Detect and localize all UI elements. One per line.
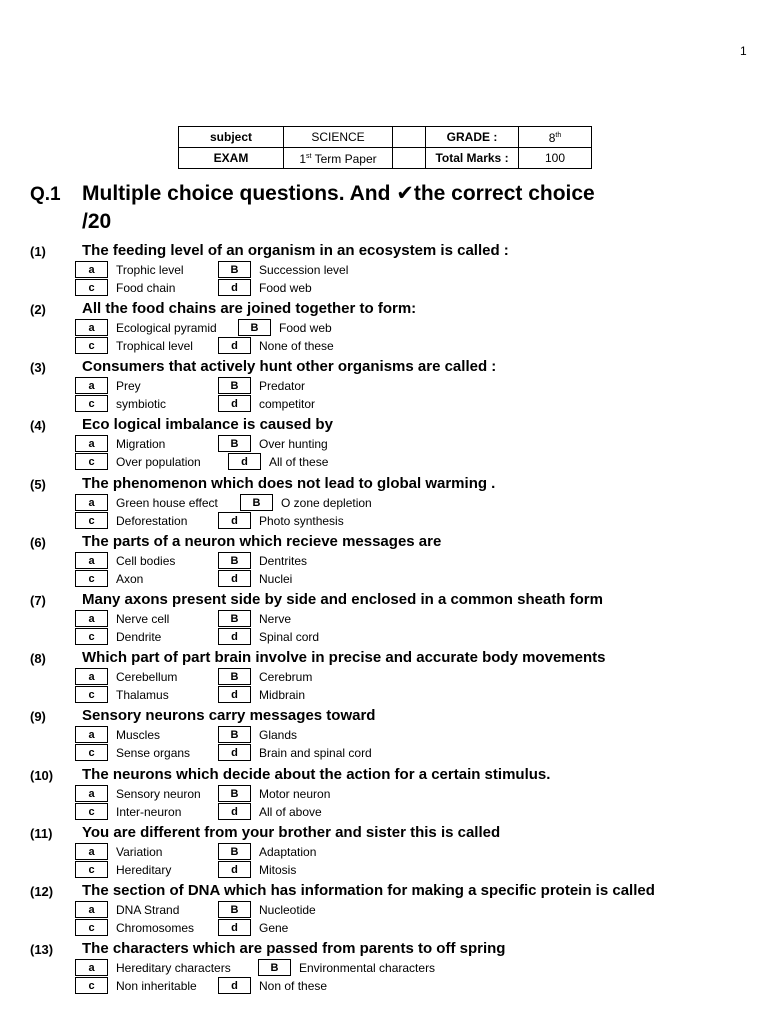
option-checkbox-b[interactable]: B (218, 552, 251, 569)
question-item (0, 651, 768, 709)
option-checkbox-a[interactable]: a (75, 785, 108, 802)
question-number: (7) (30, 593, 46, 608)
option-checkbox-d[interactable]: d (218, 744, 251, 761)
question-item (0, 709, 768, 767)
option-checkbox-c[interactable]: c (75, 570, 108, 587)
option-checkbox-d[interactable]: d (228, 453, 261, 470)
option-checkbox-d[interactable]: d (218, 977, 251, 994)
option-text: Nerve cell (116, 612, 170, 626)
option-checkbox-b[interactable]: B (258, 959, 291, 976)
question-text: The phenomenon which does not lead to global warming . (82, 475, 496, 492)
option-checkbox-b[interactable]: B (218, 377, 251, 394)
option-text: Non of these (259, 979, 328, 993)
question-number: (3) (30, 360, 46, 375)
question-text: Sensory neurons carry messages toward (82, 707, 376, 724)
option-text: None of these (259, 339, 334, 353)
option-checkbox-b[interactable]: B (218, 785, 251, 802)
question-item (0, 418, 768, 476)
option-text: Axon (116, 572, 144, 586)
option-checkbox-d[interactable]: d (218, 395, 251, 412)
option-checkbox-c[interactable]: c (75, 919, 108, 936)
option-text: Food web (279, 321, 332, 335)
option-checkbox-c[interactable]: c (75, 337, 108, 354)
option-text: Trophic level (116, 263, 184, 277)
option-checkbox-a[interactable]: a (75, 959, 108, 976)
question-number: (13) (30, 942, 54, 957)
option-checkbox-d[interactable]: d (218, 686, 251, 703)
option-checkbox-a[interactable]: a (75, 843, 108, 860)
option-checkbox-b[interactable]: B (240, 494, 273, 511)
question-number: (6) (30, 535, 46, 550)
option-text: Mitosis (259, 863, 297, 877)
option-text: Dendrite (116, 630, 162, 644)
option-text: All of above (259, 805, 322, 819)
option-text: Dentrites (259, 554, 308, 568)
question-text: The section of DNA which has information for making a specific protein is called (82, 882, 655, 899)
option-checkbox-b[interactable]: B (218, 726, 251, 743)
option-text: Midbrain (259, 688, 306, 702)
option-text: Environmental characters (299, 961, 436, 975)
option-text: symbiotic (116, 397, 167, 411)
option-text: Motor neuron (259, 787, 331, 801)
option-checkbox-a[interactable]: a (75, 901, 108, 918)
option-checkbox-a[interactable]: a (75, 494, 108, 511)
option-checkbox-b[interactable]: B (218, 435, 251, 452)
option-text: Succession level (259, 263, 349, 277)
option-text: Deforestation (116, 514, 188, 528)
option-checkbox-c[interactable]: c (75, 279, 108, 296)
option-text: Predator (259, 379, 306, 393)
question-text: Which part of part brain involve in precise and accurate body movements (82, 649, 606, 666)
option-text: Food web (259, 281, 312, 295)
option-text: DNA Strand (116, 903, 180, 917)
option-checkbox-d[interactable]: d (218, 512, 251, 529)
exam-value: 1st Term Paper (284, 148, 393, 169)
option-text: Migration (116, 437, 166, 451)
exam-header-table (178, 126, 592, 169)
option-text: Cerebellum (116, 670, 178, 684)
question-item (0, 535, 768, 593)
option-text: competitor (259, 397, 316, 411)
option-text: O zone depletion (281, 496, 372, 510)
option-text: Hereditary characters (116, 961, 231, 975)
option-checkbox-c[interactable]: c (75, 803, 108, 820)
question-item (0, 302, 768, 360)
option-checkbox-c[interactable]: c (75, 977, 108, 994)
empty-cell (393, 148, 426, 169)
option-checkbox-b[interactable]: B (218, 843, 251, 860)
grade-label: GRADE : (426, 127, 519, 148)
question-number: (8) (30, 651, 46, 666)
question-text: All the food chains are joined together to form: (82, 300, 417, 317)
option-text: Trophical level (116, 339, 193, 353)
option-text: Nucleotide (259, 903, 316, 917)
option-text: Non inheritable (116, 979, 197, 993)
option-checkbox-c[interactable]: c (75, 686, 108, 703)
option-text: Chromosomes (116, 921, 195, 935)
option-checkbox-c[interactable]: c (75, 628, 108, 645)
question-item (0, 768, 768, 826)
option-text: Prey (116, 379, 141, 393)
question-number: (2) (30, 302, 46, 317)
option-checkbox-d[interactable]: d (218, 337, 251, 354)
option-text: Food chain (116, 281, 176, 295)
option-checkbox-a[interactable]: a (75, 435, 108, 452)
subject-value: SCIENCE (284, 127, 393, 148)
section-label: Q.1 (30, 184, 61, 205)
option-checkbox-b[interactable]: B (218, 261, 251, 278)
option-checkbox-b[interactable]: B (218, 610, 251, 627)
question-item (0, 826, 768, 884)
option-checkbox-c[interactable]: c (75, 453, 108, 470)
option-text: Cell bodies (116, 554, 176, 568)
option-text: Hereditary (116, 863, 172, 877)
question-item (0, 884, 768, 942)
question-number: (9) (30, 709, 46, 724)
option-text: Muscles (116, 728, 161, 742)
option-text: Cerebrum (259, 670, 313, 684)
option-checkbox-b[interactable]: B (218, 901, 251, 918)
option-checkbox-d[interactable]: d (218, 279, 251, 296)
option-text: Nerve (259, 612, 292, 626)
option-text: Sense organs (116, 746, 191, 760)
option-checkbox-b[interactable]: B (238, 319, 271, 336)
question-number: (1) (30, 244, 46, 259)
total-marks-value: 100 (519, 148, 592, 169)
empty-cell (393, 127, 426, 148)
option-checkbox-a[interactable]: a (75, 668, 108, 685)
option-checkbox-b[interactable]: B (218, 668, 251, 685)
option-checkbox-a[interactable]: a (75, 726, 108, 743)
question-item (0, 477, 768, 535)
page-number: 1 (740, 44, 747, 58)
total-marks-label: Total Marks : (426, 148, 519, 169)
option-text: Over population (116, 455, 201, 469)
question-text: Many axons present side by side and enclosed in a common sheath form (82, 591, 603, 608)
question-text: The neurons which decide about the action for a certain stimulus. (82, 766, 551, 783)
option-text: Gene (259, 921, 289, 935)
exam-label: EXAM (179, 148, 284, 169)
option-text: Adaptation (259, 845, 317, 859)
question-text: The parts of a neuron which recieve messages are (82, 533, 442, 550)
question-text: The feeding level of an organism in an ecosystem is called : (82, 242, 509, 259)
question-text: You are different from your brother and sister this is called (82, 824, 501, 841)
option-text: Inter-neuron (116, 805, 182, 819)
grade-value: 8th (519, 127, 592, 148)
option-checkbox-c[interactable]: c (75, 861, 108, 878)
option-text: All of these (269, 455, 329, 469)
question-item (0, 942, 768, 1000)
option-checkbox-c[interactable]: c (75, 744, 108, 761)
option-checkbox-d[interactable]: d (218, 570, 251, 587)
option-checkbox-a[interactable]: a (75, 261, 108, 278)
subject-label: subject (179, 127, 284, 148)
option-text: Thalamus (116, 688, 169, 702)
option-text: Variation (116, 845, 163, 859)
option-text: Ecological pyramid (116, 321, 217, 335)
option-text: Green house effect (116, 496, 218, 510)
option-checkbox-a[interactable]: a (75, 610, 108, 627)
section-title: Multiple choice questions. And ✔the correct choice /20 (82, 182, 595, 233)
option-checkbox-a[interactable]: a (75, 319, 108, 336)
option-checkbox-d[interactable]: d (218, 628, 251, 645)
question-number: (10) (30, 768, 54, 783)
option-checkbox-c[interactable]: c (75, 512, 108, 529)
question-text: Consumers that actively hunt other organisms are called : (82, 358, 497, 375)
question-text: The characters which are passed from parents to off spring (82, 940, 506, 957)
option-checkbox-d[interactable]: d (218, 803, 251, 820)
question-number: (5) (30, 477, 46, 492)
option-text: Photo synthesis (259, 514, 344, 528)
question-number: (12) (30, 884, 54, 899)
question-item (0, 593, 768, 651)
question-number: (4) (30, 418, 46, 433)
option-checkbox-d[interactable]: d (218, 861, 251, 878)
option-checkbox-a[interactable]: a (75, 552, 108, 569)
option-text: Brain and spinal cord (259, 746, 372, 760)
option-checkbox-c[interactable]: c (75, 395, 108, 412)
option-checkbox-d[interactable]: d (218, 919, 251, 936)
question-text: Eco logical imbalance is caused by (82, 416, 333, 433)
option-text: Over hunting (259, 437, 328, 451)
option-text: Nuclei (259, 572, 293, 586)
option-text: Sensory neuron (116, 787, 201, 801)
question-number: (11) (30, 826, 53, 841)
question-item (0, 360, 768, 418)
option-text: Glands (259, 728, 298, 742)
option-checkbox-a[interactable]: a (75, 377, 108, 394)
option-text: Spinal cord (259, 630, 320, 644)
question-item (0, 244, 768, 302)
